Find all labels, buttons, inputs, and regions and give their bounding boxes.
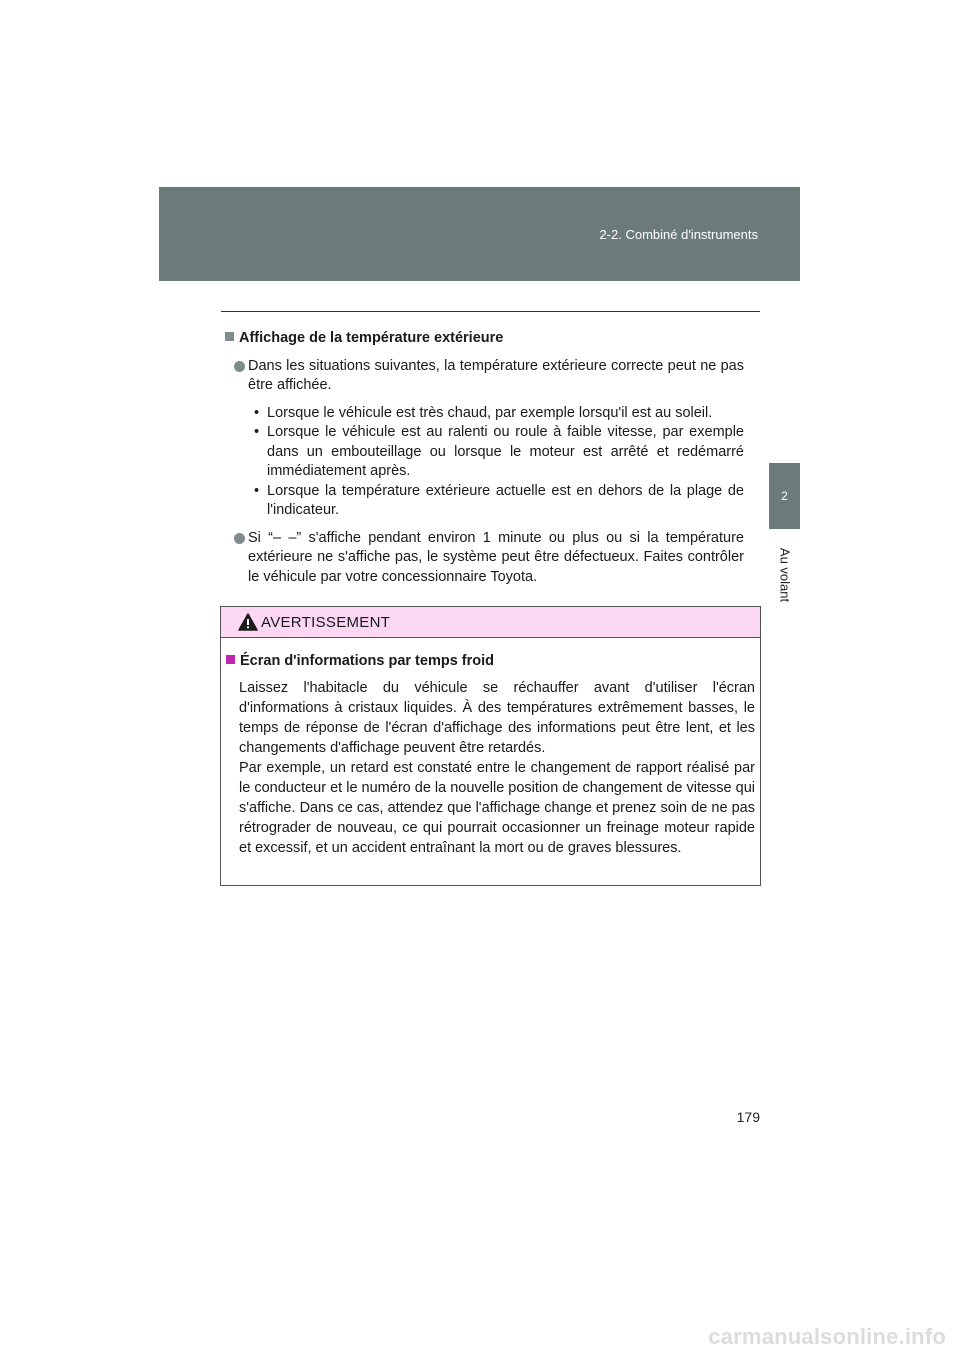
point-1 [225,357,744,396]
list-item [225,404,744,424]
bullet-icon: • [254,404,260,421]
chapter-number: 2 [781,489,788,503]
square-bullet-icon [225,332,234,341]
warning-box [220,606,761,886]
warning-triangle-icon [238,613,258,631]
circle-bullet-icon [234,533,245,544]
warning-title: AVERTISSEMENT [261,614,391,631]
warning-subheading [226,651,755,671]
page-number: 179 [736,1109,760,1125]
warning-subheading-text: Écran d'informations par temps froid [240,653,495,669]
square-bullet-icon [226,655,235,664]
bullet-icon: • [254,424,260,440]
point-2 [225,529,744,588]
warning-body [221,638,760,858]
bullet-icon: • [254,482,260,499]
sub-point-text: Lorsque le véhicule est très chaud, par exemple lorsqu'il est au soleil. [267,404,713,421]
sub-point-text: Lorsque le véhicule est au ralenti ou roule à faible vitesse, par exemple dans un embouteillage ou lorsque le moteur est arrêté et redémarré immédiatement après. [267,424,744,479]
chapter-label-container [776,540,794,610]
section-divider [221,311,760,312]
point-1-text: Dans les situations suivantes, la température extérieure correcte peut ne pas être affichée. [248,357,744,393]
circle-bullet-icon [234,361,245,372]
point-2-text: Si “– –” s'affiche pendant environ 1 minute ou plus ou si la température extérieure ne s'affiche pas, le système peut être défectueux. Faites contrôler le véhicule par votre concessionnaire Toyota. [248,529,744,585]
warning-paragraph-1: Laissez l'habitacle du véhicule se réchauffer avant d'utiliser l'écran d'informations à cristaux liquides. À des températures extrêmement basses, le temps de réponse de l'écran d'affichage des informations peut être lent, et les changements d'affichage peuvent être retardés. [239,680,755,756]
watermark: carmanualsonline.info [708,1324,946,1349]
chapter-label: Au volant [777,547,793,603]
sub-point-text: Lorsque la température extérieure actuelle est en dehors de la plage de l'indicateur. [267,482,744,518]
warning-paragraph-2: Par exemple, un retard est constaté entre le changement de rapport réalisé par le conducteur et le numéro de la nouvelle position de changement de vitesse qui s'affiche. Dans ce cas, attendez que l'affichage change et prenez soin de ne pas rétrograder de nouveau, ce qui pourrait occasionner un freinage moteur rapide et excessif, et un accident entraînant la mort ou de graves blessures. [239,760,755,856]
topic-heading-text: Affichage de la température extérieure [239,330,504,346]
topic-heading [225,329,744,349]
warning-header [221,607,760,638]
list-item [225,482,744,521]
list-item [225,423,744,482]
sub-point-list [225,404,744,521]
section-header-band [159,187,800,281]
chapter-tab [769,463,800,529]
section-title: 2-2. Combiné d'instruments [599,227,758,242]
main-content [225,329,744,595]
